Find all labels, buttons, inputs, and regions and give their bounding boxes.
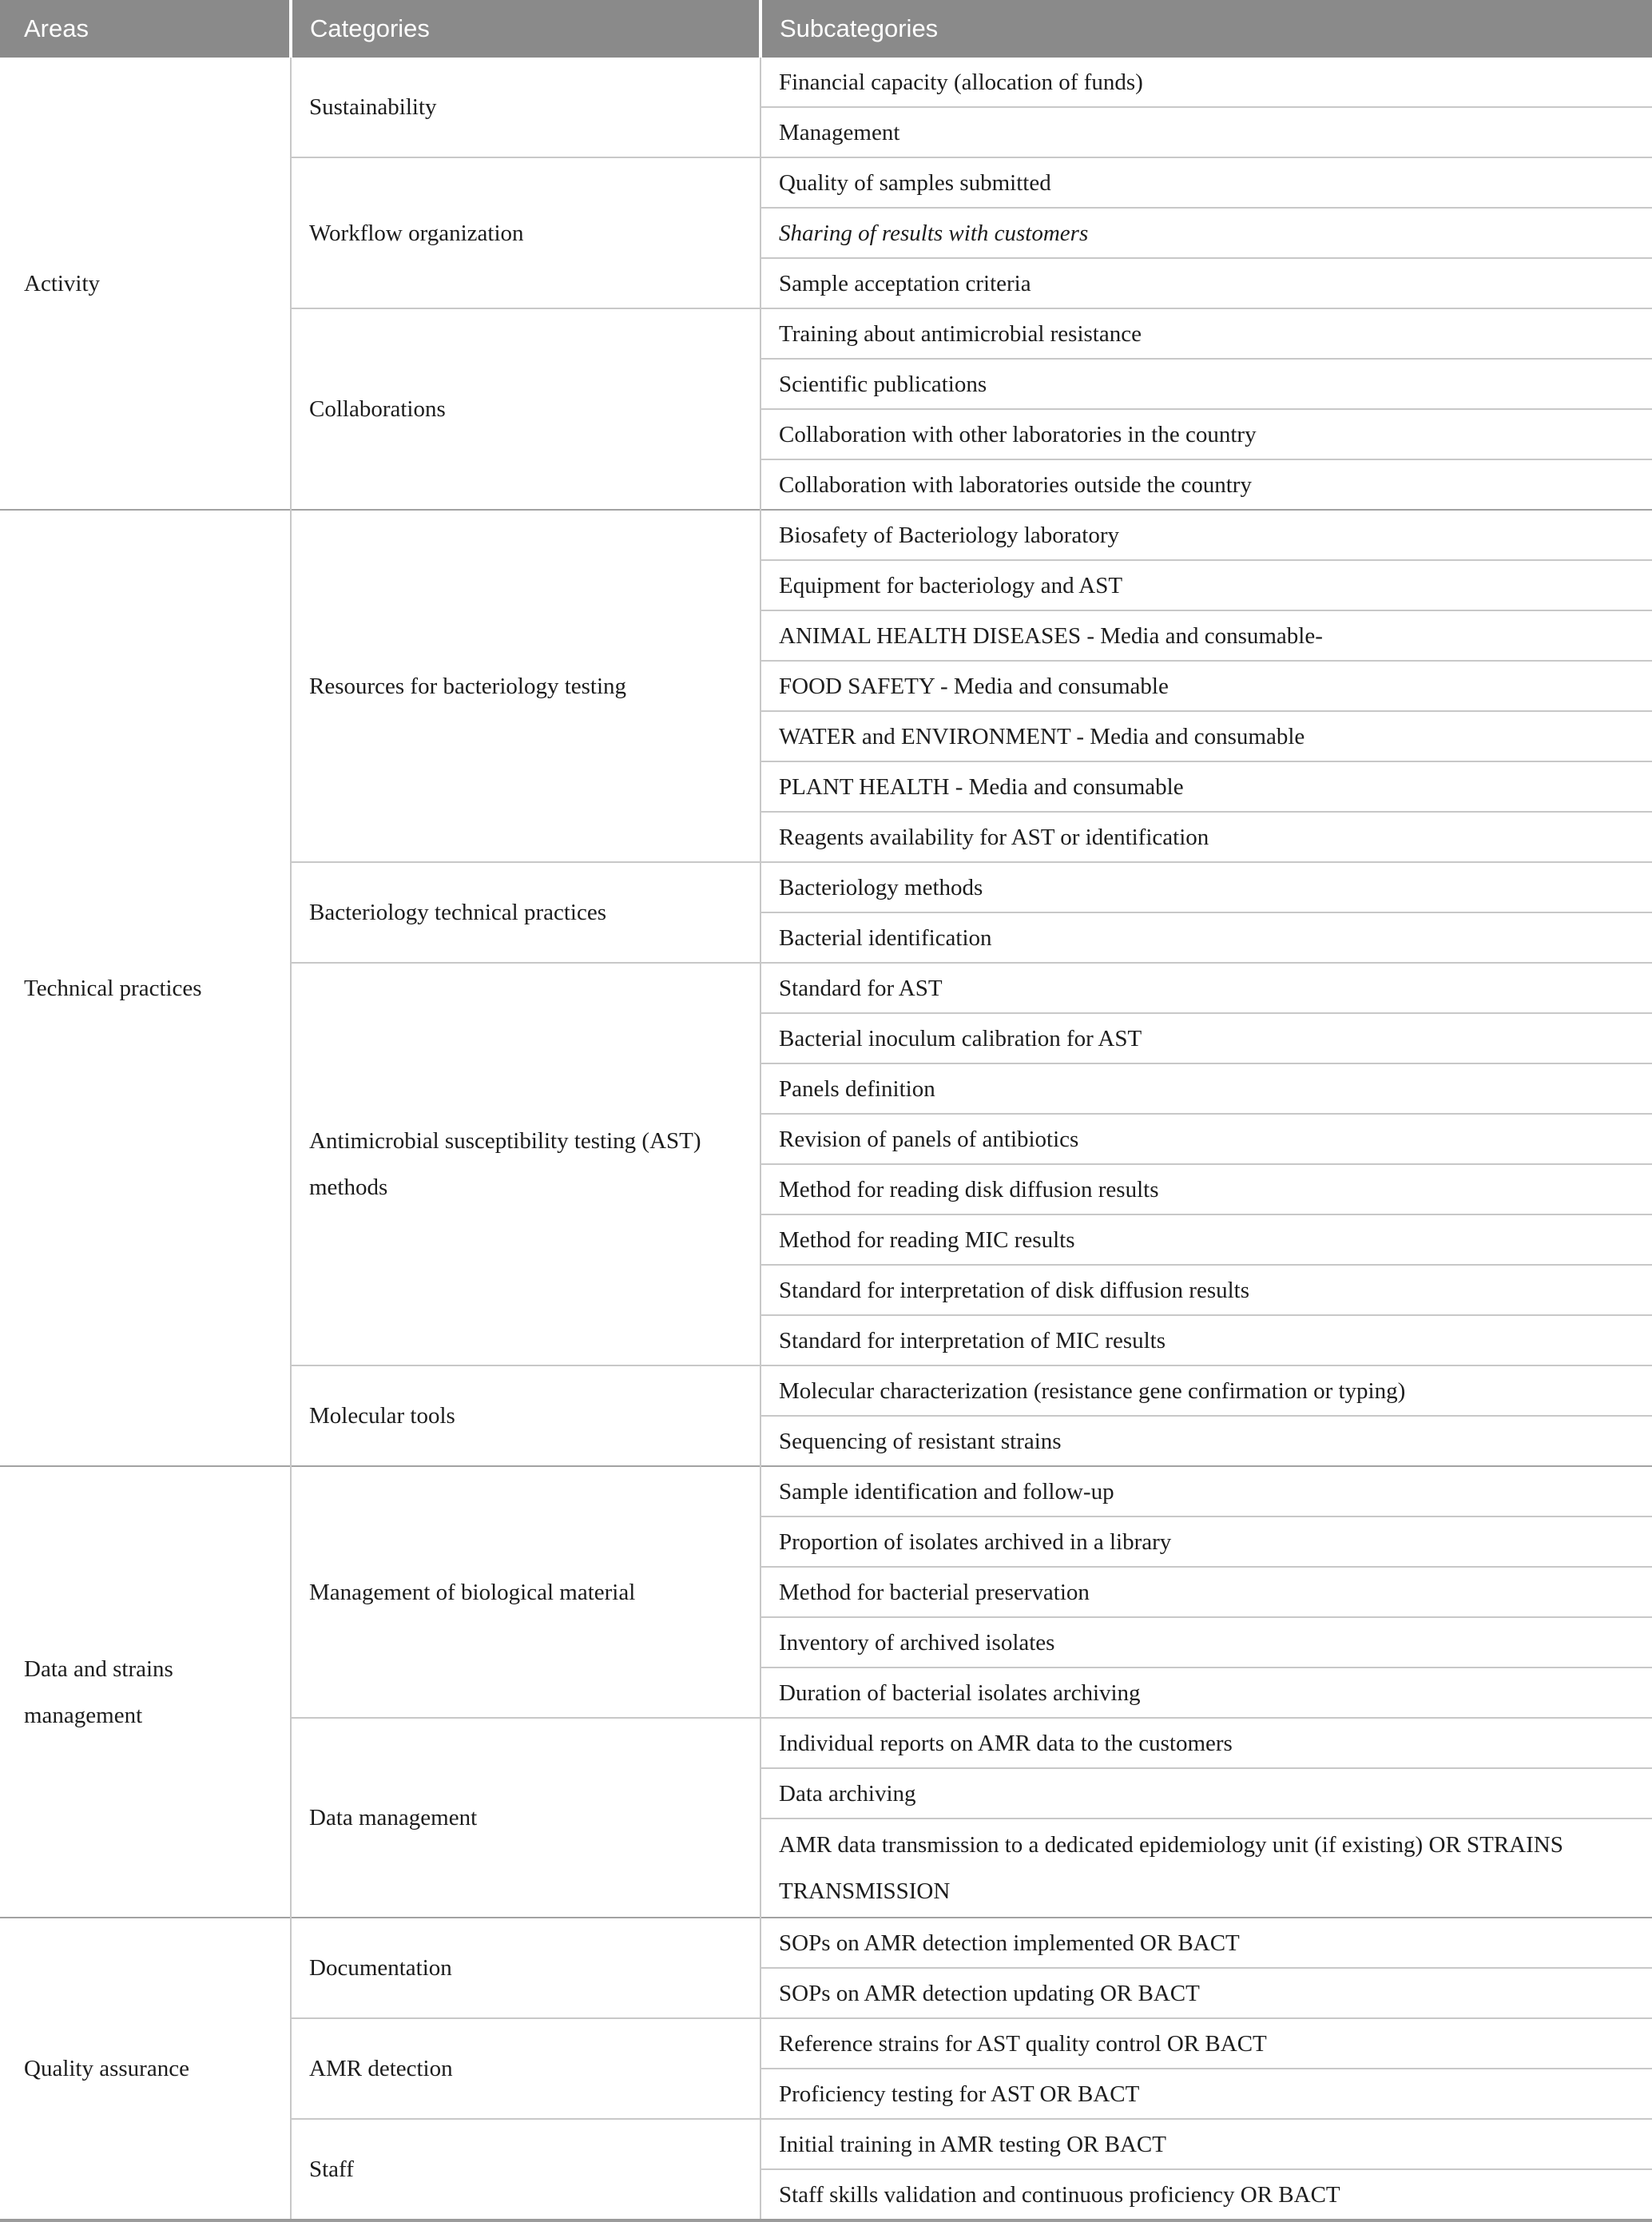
subcategory-cell: Standard for interpretation of disk diffusion results <box>760 1265 1652 1315</box>
table-row <box>0 1466 1652 1516</box>
category-cell-workflow-organization: Workflow organization <box>291 157 760 308</box>
subcategory-cell: Sample acceptation criteria <box>760 258 1652 308</box>
subcategory-cell: Standard for interpretation of MIC results <box>760 1315 1652 1365</box>
category-cell-documentation: Documentation <box>291 1918 760 2018</box>
subcategory-cell: Revision of panels of antibiotics <box>760 1114 1652 1164</box>
category-cell-data-management: Data management <box>291 1718 760 1918</box>
area-cell-quality-assurance: Quality assurance <box>0 1918 291 2220</box>
subcategory-cell: Molecular characterization (resistance gene confirmation or typing) <box>760 1365 1652 1416</box>
area-cell-technical-practices: Technical practices <box>0 510 291 1466</box>
category-cell-sustainability: Sustainability <box>291 58 760 157</box>
header-row <box>0 0 1652 58</box>
subcategory-cell: Collaboration with other laboratories in the country <box>760 409 1652 459</box>
subcategory-cell: Proportion of isolates archived in a library <box>760 1516 1652 1567</box>
subcategory-cell: Sequencing of resistant strains <box>760 1416 1652 1466</box>
subcategory-cell: Inventory of archived isolates <box>760 1617 1652 1667</box>
category-cell-collaborations: Collaborations <box>291 308 760 510</box>
subcategory-cell: Panels definition <box>760 1063 1652 1114</box>
column-header-areas: Areas <box>0 0 291 58</box>
area-cell-data-and-strains-management: Data and strains management <box>0 1466 291 1918</box>
subcategory-cell: Initial training in AMR testing OR BACT <box>760 2119 1652 2169</box>
subcategory-cell: Method for reading disk diffusion results <box>760 1164 1652 1214</box>
subcategory-cell: Reference strains for AST quality control OR BACT <box>760 2018 1652 2069</box>
subcategory-cell: Individual reports on AMR data to the customers <box>760 1718 1652 1768</box>
subcategory-cell: Financial capacity (allocation of funds) <box>760 58 1652 107</box>
subcategory-cell: Method for reading MIC results <box>760 1214 1652 1265</box>
subcategory-cell: Data archiving <box>760 1768 1652 1819</box>
subcategory-cell: Proficiency testing for AST OR BACT <box>760 2069 1652 2119</box>
category-cell-bacteriology-technical-practices: Bacteriology technical practices <box>291 862 760 963</box>
category-cell-management-of-biological-material: Management of biological material <box>291 1466 760 1718</box>
subcategory-cell: Sharing of results with customers <box>760 208 1652 258</box>
subcategory-cell: FOOD SAFETY - Media and consumable <box>760 661 1652 711</box>
subcategory-cell: Duration of bacterial isolates archiving <box>760 1667 1652 1718</box>
table-row <box>0 510 1652 560</box>
subcategory-cell: Equipment for bacteriology and AST <box>760 560 1652 610</box>
subcategory-cell: Quality of samples submitted <box>760 157 1652 208</box>
column-header-categories: Categories <box>291 0 760 58</box>
category-cell-molecular-tools: Molecular tools <box>291 1365 760 1466</box>
subcategory-cell: Management <box>760 107 1652 157</box>
subcategory-cell: Bacteriology methods <box>760 862 1652 912</box>
subcategory-cell: Staff skills validation and continuous proficiency OR BACT <box>760 2169 1652 2220</box>
subcategory-cell: Bacterial inoculum calibration for AST <box>760 1013 1652 1063</box>
category-cell-resources-for-bacteriology-testing: Resources for bacteriology testing <box>291 510 760 862</box>
subcategory-cell: Reagents availability for AST or identification <box>760 812 1652 862</box>
table-row <box>0 1918 1652 1968</box>
subcategory-cell: SOPs on AMR detection implemented OR BACT <box>760 1918 1652 1968</box>
subcategory-cell: Bacterial identification <box>760 912 1652 963</box>
subcategory-cell: SOPs on AMR detection updating OR BACT <box>760 1968 1652 2018</box>
subcategory-cell: PLANT HEALTH - Media and consumable <box>760 761 1652 812</box>
subcategory-cell: ANIMAL HEALTH DISEASES - Media and consumable- <box>760 610 1652 661</box>
column-header-subcategories: Subcategories <box>760 0 1652 58</box>
subcategory-cell: Collaboration with laboratories outside the country <box>760 459 1652 510</box>
category-cell-amr-detection: AMR detection <box>291 2018 760 2119</box>
subcategory-cell: Training about antimicrobial resistance <box>760 308 1652 359</box>
table-row <box>0 58 1652 107</box>
subcategory-cell: WATER and ENVIRONMENT - Media and consumable <box>760 711 1652 761</box>
category-cell-ast-methods: Antimicrobial susceptibility testing (AST) methods <box>291 963 760 1365</box>
subcategory-cell: Standard for AST <box>760 963 1652 1013</box>
subcategory-cell: Biosafety of Bacteriology laboratory <box>760 510 1652 560</box>
subcategory-cell: Method for bacterial preservation <box>760 1567 1652 1617</box>
category-cell-staff: Staff <box>291 2119 760 2220</box>
area-cell-activity: Activity <box>0 58 291 510</box>
subcategory-cell: Sample identification and follow-up <box>760 1466 1652 1516</box>
subcategory-cell: AMR data transmission to a dedicated epidemiology unit (if existing) OR STRAINS TRANSMISSION <box>760 1819 1652 1918</box>
subcategory-cell: Scientific publications <box>760 359 1652 409</box>
